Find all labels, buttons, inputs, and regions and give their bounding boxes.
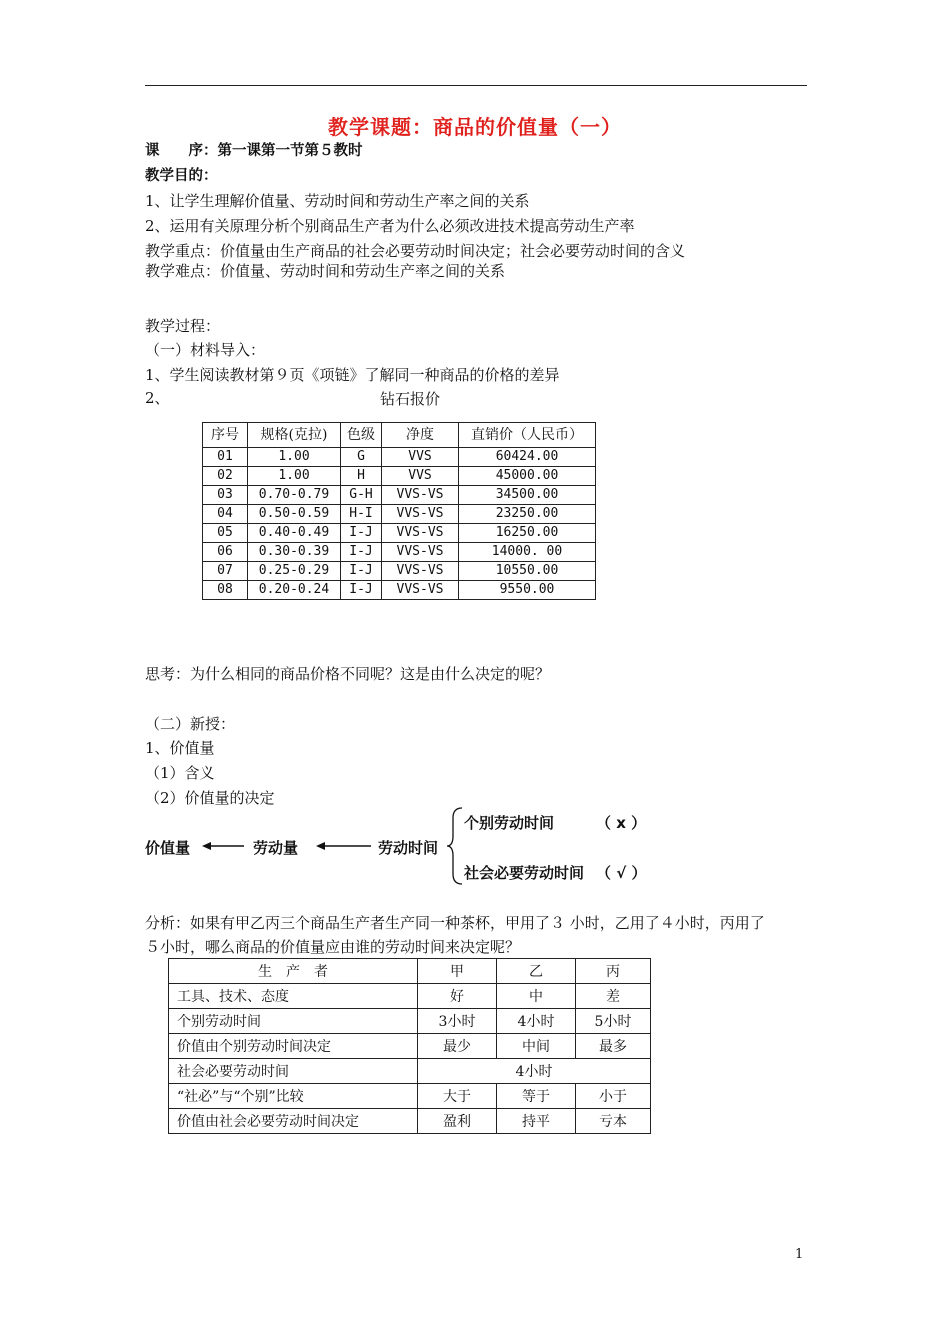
header-cell: 净度 bbox=[382, 423, 459, 448]
cell: “社必”与“个别”比较 bbox=[169, 1084, 418, 1109]
cell: 0.40-0.49 bbox=[248, 524, 341, 543]
analysis-line-2: ５小时，哪么商品的价值量应由谁的劳动时间来决定呢？ bbox=[145, 938, 521, 956]
cell: 0.25-0.29 bbox=[248, 562, 341, 581]
cell: I-J bbox=[341, 524, 382, 543]
table-row bbox=[203, 486, 596, 505]
cell: VVS-VS bbox=[382, 581, 459, 600]
table-row bbox=[203, 581, 596, 600]
section1-heading: （一）材料导入： bbox=[145, 341, 266, 359]
cell: 01 bbox=[203, 448, 248, 467]
cell: VVS bbox=[382, 467, 459, 486]
cell: 05 bbox=[203, 524, 248, 543]
table-row bbox=[203, 505, 596, 524]
cell: 16250.00 bbox=[459, 524, 596, 543]
table-row bbox=[203, 543, 596, 562]
cell: 大于 bbox=[418, 1084, 497, 1109]
decision-item: （2）价值量的决定 bbox=[145, 789, 275, 807]
cell: 最少 bbox=[418, 1034, 497, 1059]
cell: 好 bbox=[418, 984, 497, 1009]
cell: I-J bbox=[341, 543, 382, 562]
cell: 4小时 bbox=[497, 1009, 576, 1034]
cell: 60424.00 bbox=[459, 448, 596, 467]
cell: 23250.00 bbox=[459, 505, 596, 524]
header-cell: 规格(克拉) bbox=[248, 423, 341, 448]
lesson-order: 课 序：第一课第一节第５教时 bbox=[145, 143, 363, 159]
table-row bbox=[169, 1059, 651, 1084]
item-1: 1、学生阅读教材第９页《项链》了解同一种商品的价格的差异 bbox=[145, 366, 560, 384]
cell: 1.00 bbox=[248, 467, 341, 486]
cell: 个别劳动时间 bbox=[169, 1009, 418, 1034]
cell: 34500.00 bbox=[459, 486, 596, 505]
table-row bbox=[169, 1109, 651, 1134]
cell: 社会必要劳动时间 bbox=[169, 1059, 418, 1084]
producer-table bbox=[168, 958, 651, 1134]
cell: 02 bbox=[203, 467, 248, 486]
header-cell: 色级 bbox=[341, 423, 382, 448]
cell: 等于 bbox=[497, 1084, 576, 1109]
header-cell: 甲 bbox=[418, 959, 497, 984]
social-mark: （ √ ） bbox=[596, 864, 647, 882]
social-label: 社会必要劳动时间 bbox=[464, 864, 585, 882]
page-title: 教学课题：商品的价值量（一） bbox=[328, 115, 622, 139]
table-row bbox=[203, 524, 596, 543]
table-header-row bbox=[169, 959, 651, 984]
cell: 0.30-0.39 bbox=[248, 543, 341, 562]
cell: VVS-VS bbox=[382, 562, 459, 581]
cell: 3小时 bbox=[418, 1009, 497, 1034]
key-point: 教学重点：价值量由生产商品的社会必要劳动时间决定；社会必要劳动时间的含义 bbox=[145, 242, 686, 260]
cell: 小于 bbox=[576, 1084, 651, 1109]
value-label: 价值量 bbox=[145, 839, 191, 857]
analysis-line-1: 分析：如果有甲乙丙三个商品生产者生产同一种茶杯，甲用了３ 小时，乙用了４小时，丙用了 bbox=[145, 914, 765, 932]
table-row bbox=[169, 1084, 651, 1109]
cell: I-J bbox=[341, 562, 382, 581]
cell: 价值由个别劳动时间决定 bbox=[169, 1034, 418, 1059]
cell: 45000.00 bbox=[459, 467, 596, 486]
value-heading: 1、价值量 bbox=[145, 739, 215, 757]
table-row bbox=[203, 448, 596, 467]
diamond-price-table bbox=[202, 422, 596, 600]
cell: H-I bbox=[341, 505, 382, 524]
cell: 08 bbox=[203, 581, 248, 600]
cell: 工具、技术、态度 bbox=[169, 984, 418, 1009]
labor-time-label: 劳动时间 bbox=[378, 839, 439, 857]
cell: VVS-VS bbox=[382, 505, 459, 524]
table-row bbox=[203, 467, 596, 486]
objective-2: 2、运用有关原理分析个别商品生产者为什么必须改进技术提高劳动生产率 bbox=[145, 217, 635, 235]
cell: 10550.00 bbox=[459, 562, 596, 581]
cell: 04 bbox=[203, 505, 248, 524]
arrow-icon bbox=[316, 842, 371, 850]
table-header-row bbox=[203, 423, 596, 448]
table-row bbox=[169, 984, 651, 1009]
process-heading: 教学过程： bbox=[145, 317, 221, 335]
cell: 持平 bbox=[497, 1109, 576, 1134]
cell: 最多 bbox=[576, 1034, 651, 1059]
arrow-icon bbox=[202, 842, 244, 850]
header-cell: 乙 bbox=[497, 959, 576, 984]
cell: 中间 bbox=[497, 1034, 576, 1059]
individual-label: 个别劳动时间 bbox=[464, 814, 555, 832]
cell: 亏本 bbox=[576, 1109, 651, 1134]
header-cell: 丙 bbox=[576, 959, 651, 984]
table-row bbox=[169, 1009, 651, 1034]
cell: 0.70-0.79 bbox=[248, 486, 341, 505]
cell: 4小时 bbox=[418, 1059, 651, 1084]
cell: 9550.00 bbox=[459, 581, 596, 600]
cell: 中 bbox=[497, 984, 576, 1009]
item-2: 2、 bbox=[145, 389, 170, 407]
header-cell: 序号 bbox=[203, 423, 248, 448]
table-row bbox=[203, 562, 596, 581]
labor-label: 劳动量 bbox=[253, 839, 299, 857]
cell: VVS-VS bbox=[382, 486, 459, 505]
cell: 5小时 bbox=[576, 1009, 651, 1034]
meaning-item: （1）含义 bbox=[145, 764, 215, 782]
objective-heading: 教学目的： bbox=[145, 168, 218, 184]
cell: VVS bbox=[382, 448, 459, 467]
table-row bbox=[169, 1034, 651, 1059]
cell: 07 bbox=[203, 562, 248, 581]
think-question: 思考：为什么相同的商品价格不同呢？这是由什么决定的呢？ bbox=[145, 665, 551, 683]
cell: 03 bbox=[203, 486, 248, 505]
individual-mark: （ x ） bbox=[596, 814, 647, 832]
cell: 盈利 bbox=[418, 1109, 497, 1134]
cell: 0.50-0.59 bbox=[248, 505, 341, 524]
header-cell: 直销价（人民币） bbox=[459, 423, 596, 448]
cell: VVS-VS bbox=[382, 543, 459, 562]
brace-icon bbox=[447, 808, 462, 884]
cell: 差 bbox=[576, 984, 651, 1009]
header-rule bbox=[145, 85, 807, 86]
cell: 1.00 bbox=[248, 448, 341, 467]
cell: VVS-VS bbox=[382, 524, 459, 543]
cell: 价值由社会必要劳动时间决定 bbox=[169, 1109, 418, 1134]
page-number: 1 bbox=[795, 1247, 804, 1262]
cell: G bbox=[341, 448, 382, 467]
objective-1: 1、让学生理解价值量、劳动时间和劳动生产率之间的关系 bbox=[145, 192, 530, 210]
cell: 14000. 00 bbox=[459, 543, 596, 562]
cell: 0.20-0.24 bbox=[248, 581, 341, 600]
cell: I-J bbox=[341, 581, 382, 600]
difficulty: 教学难点：价值量、劳动时间和劳动生产率之间的关系 bbox=[145, 262, 506, 280]
cell: 06 bbox=[203, 543, 248, 562]
section2-heading: （二）新授： bbox=[145, 715, 236, 733]
diamond-caption: 钻石报价 bbox=[380, 390, 441, 408]
cell: G-H bbox=[341, 486, 382, 505]
cell: H bbox=[341, 467, 382, 486]
header-cell: 生 产 者 bbox=[169, 959, 418, 984]
